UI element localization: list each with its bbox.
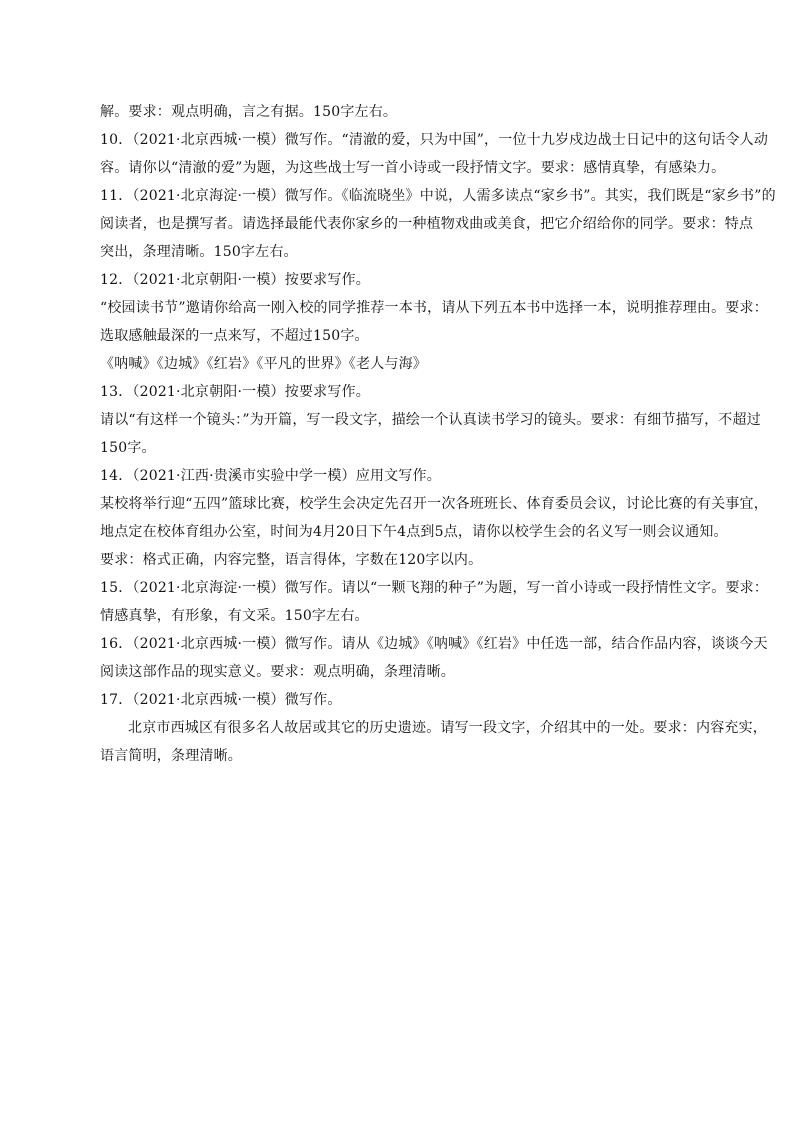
question-17-line-1: 北京市西城区有很多名人故居或其它的历史遗迹。请写一段文字，介绍其中的一处。要求：内容充实， xyxy=(128,720,767,736)
question-16-line-2: 阅读这部作品的现实意义。要求：观点明确，条理清晰。 xyxy=(100,664,455,680)
question-11-line-2: 阅读者，也是撰写者。请选择最能代表你家乡的一种植物戏曲或美食，把它介绍给你的同学。要求：特点 xyxy=(100,216,754,232)
document-body xyxy=(100,98,776,770)
question-14-line-2: 地点定在校体育组办公室，时间为4月20日下午4点到5点，请你以校学生会的名义写一则会议通知。 xyxy=(100,524,728,540)
question-12-line-2: 选取感触最深的一点来写，不超过150字。 xyxy=(100,328,369,344)
question-16-line-1: 16．（2021·北京西城·一模）微写作。请从《边城》《呐喊》《红岩》中任选一部，结合作品内容，谈谈今天 xyxy=(100,636,768,652)
question-12-book-list: 《呐喊》《边城》《红岩》《平凡的世界》《老人与海》 xyxy=(100,356,427,372)
question-14-heading: 14．（2021·江西·贵溪市实验中学一模）应用文写作。 xyxy=(100,468,441,484)
question-10-line-1: 10．（2021·北京西城·一模）微写作。“清澈的爱，只为中国”，一位十九岁戍边战士日记中的这句话令人动 xyxy=(100,132,769,148)
question-13-line-2: 150字。 xyxy=(100,440,156,456)
question-11-line-3: 突出，条理清晰。150字左右。 xyxy=(100,244,298,260)
question-13-line-1: 请以“有这样一个镜头：”为开篇，写一段文字，描绘一个认真读书学习的镜头。要求：有细节描写，不超过 xyxy=(100,412,761,428)
question-15-line-2: 情感真挚，有形象，有文采。150字左右。 xyxy=(100,608,369,624)
question-13-heading: 13．（2021·北京朝阳·一模）按要求写作。 xyxy=(100,384,370,400)
question-17-line-2: 语言简明，条理清晰。 xyxy=(100,748,242,764)
question-17-heading: 17．（2021·北京西城·一模）微写作。 xyxy=(100,692,342,708)
question-10-line-2: 容。请你以“清澈的爱”为题，为这些战士写一首小诗或一段抒情文字。要求：感情真挚，有感染力。 xyxy=(100,160,726,176)
question-14-line-3: 要求：格式正确，内容完整，语言得体，字数在120字以内。 xyxy=(100,552,483,568)
question-12-heading: 12．（2021·北京朝阳·一模）按要求写作。 xyxy=(100,272,370,288)
question-14-line-1: 某校将举行迎“五四”篮球比赛，校学生会决定先召开一次各班班长、体育委员会议，讨论比赛的有关事宜， xyxy=(100,496,768,512)
text-line: 解。要求：观点明确，言之有据。150字左右。 xyxy=(100,104,398,120)
question-15-line-1: 15．（2021·北京海淀·一模）微写作。请以“一颗飞翔的种子”为题，写一首小诗或一段抒情性文字。要求： xyxy=(100,580,769,596)
question-12-line-1: “校园读书节”邀请你给高一刚入校的同学推荐一本书，请从下列五本书中选择一本，说明推荐理由。要求： xyxy=(100,300,768,316)
question-11-line-1: 11．（2021·北京海淀·一模）微写作。《临流晓坐》中说，人需多读点“家乡书”。其实，我们既是“家乡书”的 xyxy=(100,188,776,204)
